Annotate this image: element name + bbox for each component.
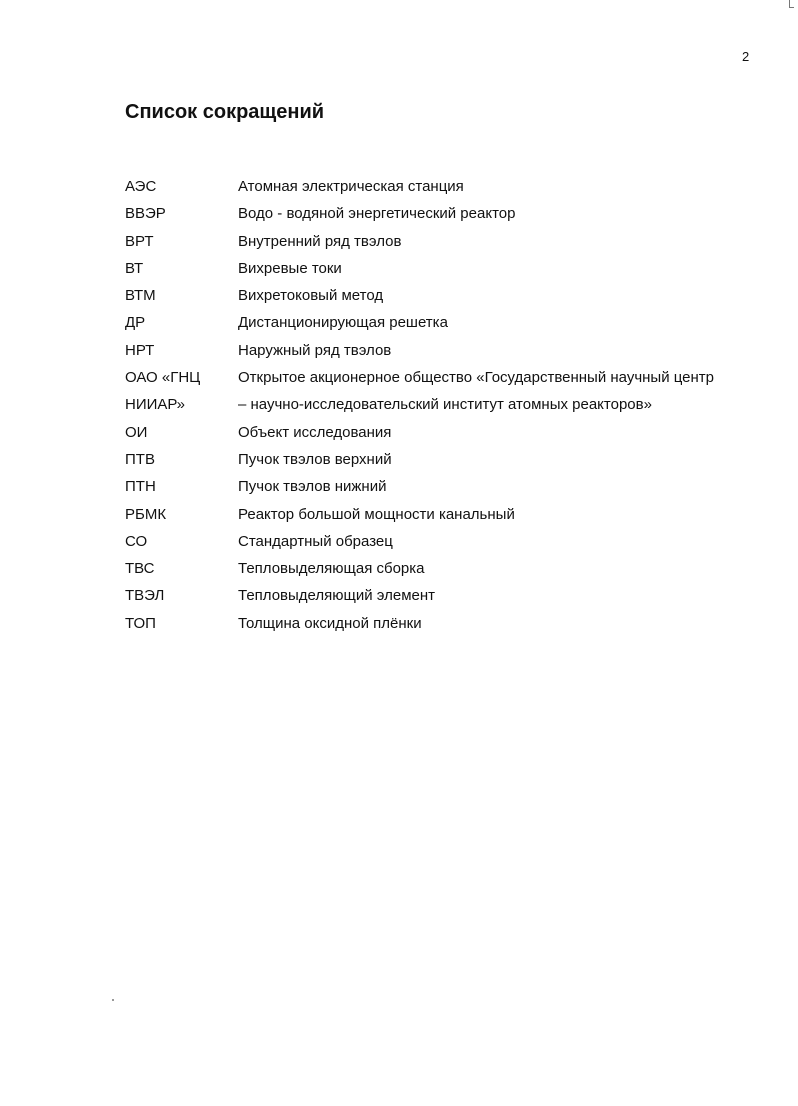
abbreviation-term: РБМК bbox=[125, 505, 167, 523]
page-number: 2 bbox=[742, 49, 750, 64]
abbreviation-definition: Пучок твэлов верхний bbox=[238, 450, 392, 468]
abbreviation-row bbox=[125, 314, 795, 341]
abbreviation-term: ВТМ bbox=[125, 287, 156, 305]
abbreviation-term: СО bbox=[125, 532, 148, 550]
abbreviation-definition: Атомная электрическая станция bbox=[238, 178, 464, 195]
abbreviation-term: ДР bbox=[125, 314, 146, 332]
abbreviation-row bbox=[125, 342, 795, 369]
abbreviation-definition: Открытое акционерное общество «Государственный научный центр bbox=[238, 369, 715, 387]
abbreviation-term: ТОП bbox=[125, 614, 156, 632]
abbreviation-definition: Наружный ряд твэлов bbox=[238, 341, 392, 359]
abbreviation-row bbox=[125, 615, 795, 642]
abbreviation-definition: – научно-исследовательский институт атомных реакторов» bbox=[238, 396, 652, 414]
abbreviation-definition: Пучок твэлов нижний bbox=[238, 478, 387, 496]
abbreviation-row bbox=[125, 233, 795, 260]
abbreviation-definition: Дистанционирующая решетка bbox=[238, 314, 448, 332]
abbreviation-definition: Внутренний ряд твэлов bbox=[238, 232, 402, 250]
abbreviation-term: ТВС bbox=[125, 560, 155, 578]
abbreviation-list bbox=[125, 178, 795, 642]
abbreviation-row bbox=[125, 424, 795, 451]
scan-corner-mark bbox=[789, 0, 794, 8]
abbreviation-term: ТВЭЛ bbox=[125, 587, 165, 605]
abbreviation-definition: Объект исследования bbox=[238, 423, 392, 441]
abbreviation-definition: Водо - водяной энергетический реактор bbox=[238, 205, 516, 223]
abbreviation-row bbox=[125, 478, 795, 505]
abbreviation-definition: Тепловыделяющая сборка bbox=[238, 560, 425, 578]
abbreviation-term: НИИАР» bbox=[125, 396, 185, 414]
abbreviation-definition: Толщина оксидной плёнки bbox=[238, 614, 422, 632]
abbreviation-definition: Стандартный образец bbox=[238, 532, 393, 550]
abbreviation-term: ВТ bbox=[125, 259, 144, 277]
abbreviation-row bbox=[125, 205, 795, 232]
abbreviation-term: ОАО «ГНЦ bbox=[125, 369, 201, 387]
page-title: Список сокращений bbox=[125, 101, 325, 123]
abbreviation-row bbox=[125, 533, 795, 560]
abbreviation-term: ПТН bbox=[125, 478, 156, 496]
abbreviation-row bbox=[125, 260, 795, 287]
abbreviation-term: АЭС bbox=[125, 178, 157, 195]
abbreviation-row bbox=[125, 396, 795, 423]
abbreviation-row bbox=[125, 451, 795, 478]
abbreviation-definition: Вихретоковый метод bbox=[238, 287, 384, 305]
abbreviation-definition: Вихревые токи bbox=[238, 259, 342, 277]
abbreviation-row bbox=[125, 587, 795, 614]
abbreviation-term: ВВЭР bbox=[125, 205, 166, 223]
abbreviation-term: НРТ bbox=[125, 341, 155, 359]
abbreviation-term: ПТВ bbox=[125, 450, 155, 468]
abbreviation-row bbox=[125, 287, 795, 314]
abbreviation-row bbox=[125, 560, 795, 587]
abbreviation-row bbox=[125, 178, 795, 205]
abbreviation-term: ОИ bbox=[125, 423, 148, 441]
abbreviation-definition: Реактор большой мощности канальный bbox=[238, 505, 515, 523]
abbreviation-row bbox=[125, 369, 795, 396]
abbreviation-row bbox=[125, 506, 795, 533]
abbreviation-definition: Тепловыделяющий элемент bbox=[238, 587, 436, 605]
scan-speck bbox=[112, 999, 114, 1001]
abbreviation-term: ВРТ bbox=[125, 232, 154, 250]
